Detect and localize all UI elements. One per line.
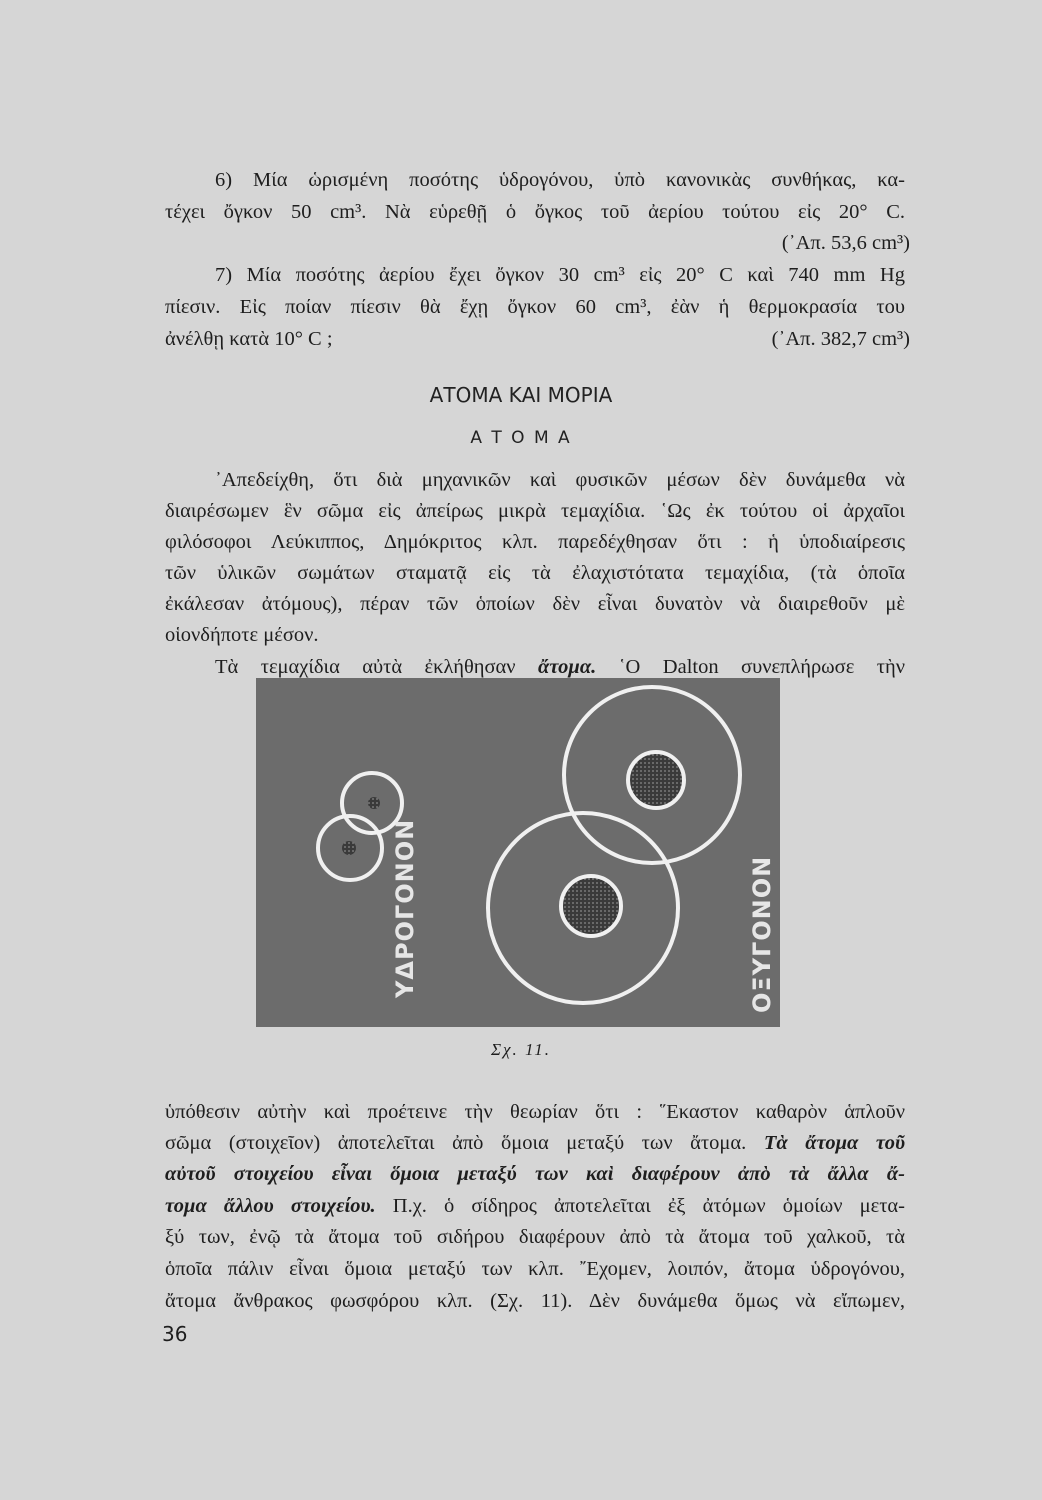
hydrogen-nucleus xyxy=(368,797,380,809)
atom-diagram xyxy=(256,678,780,1027)
oxygen-nucleus xyxy=(561,876,621,936)
text-line: ἀνέλθῃ κατὰ 10° C ; xyxy=(165,328,333,350)
subsection-heading: Α Τ Ο Μ Α xyxy=(470,428,572,448)
text-line: διαιρέσωμεν ἓν σῶμα εἰς ἀπείρως μικρὰ τεμαχίδια. ῾Ως ἐκ τούτου οἱ ἀρχαῖοι xyxy=(165,500,905,522)
answer: (᾿Απ. 53,6 cm³) xyxy=(781,232,910,254)
answer: (᾿Απ. 382,7 cm³) xyxy=(771,328,910,350)
oxygen-nucleus xyxy=(628,752,684,808)
page-number: 36 xyxy=(162,1322,188,1346)
text-line: πίεσιν. Εἰς ποίαν πίεσιν θὰ ἔχῃ ὄγκον 60 cm³, ἐὰν ἡ θερμοκρασία του xyxy=(165,296,905,318)
emphasis: Τὰ ἄτομα τοῦ xyxy=(763,1132,905,1154)
text: ῾Ο Dalton συνεπλήρωσε τὴν xyxy=(596,656,905,678)
text-line: φιλόσοφοι Λεύκιππος, Δημόκριτος κλπ. παρεδέχθησαν ὅτι : ἡ ὑποδιαίρεσις xyxy=(165,531,905,553)
text: Π.χ. ὁ σίδηρος ἀποτελεῖται ἐξ ἀτόμων ὁμοίων μετα- xyxy=(375,1195,906,1217)
figure-caption: Σχ. 11. xyxy=(490,1040,552,1059)
text-line: ἄτομα ἄνθρακος φωσφόρου κλπ. (Σχ. 11). Δὲν δυνάμεθα ὅμως νὰ εἴπωμεν, xyxy=(165,1290,905,1312)
text-line: οἱονδήποτε μέσον. xyxy=(165,624,319,646)
hydrogen-nucleus xyxy=(342,841,356,855)
text-line: ᾿Απεδείχθη, ὅτι διὰ μηχανικῶν καὶ φυσικῶν μέσων δὲν δυνάμεθα νὰ xyxy=(215,469,905,491)
label-oxygen: ΟΞΥΓΟΝΟΝ xyxy=(748,855,776,1013)
text-line: ἐκάλεσαν ἀτόμους), πέραν τῶν ὁποίων δὲν εἶναι δυνατὸν νὰ διαιρεθοῦν μὲ xyxy=(165,593,905,615)
text-line: αὐτοῦ στοιχείου εἶναι ὅμοια μεταξύ των καὶ διαφέρουν ἀπὸ τὰ ἄλλα ἄ- xyxy=(165,1163,905,1185)
text-line: ὑπόθεσιν αὐτὴν καὶ προέτεινε τὴν θεωρίαν ὅτι : ῞Εκαστον καθαρὸν ἁπλοῦν xyxy=(165,1101,905,1123)
text-line: ξύ των, ἐνῷ τὰ ἄτομα τοῦ σιδήρου διαφέρουν ἀπὸ τὰ ἄτομα τοῦ χαλκοῦ, τὰ xyxy=(165,1226,905,1248)
emphasis: τομα ἄλλου στοιχείου. xyxy=(165,1195,376,1217)
text-line: τέχει ὄγκον 50 cm³. Νὰ εὑρεθῇ ὁ ὄγκος τοῦ ἀερίου τούτου εἰς 20° C. xyxy=(165,201,905,223)
text-line: 7) Μία ποσότης ἀερίου ἔχει ὄγκον 30 cm³ εἰς 20° C καὶ 740 mm Hg xyxy=(215,264,905,286)
text-line xyxy=(165,1130,905,1156)
text-line: τῶν ὑλικῶν σωμάτων σταματᾷ εἰς τὰ ἐλαχιστότατα τεμαχίδια, (τὰ ὁποῖα xyxy=(165,562,905,584)
figure-atoms xyxy=(256,678,780,1027)
section-heading: ΑΤΟΜΑ ΚΑΙ ΜΟΡΙΑ xyxy=(429,383,613,407)
text: Τὰ τεμαχίδια αὐτὰ ἐκλήθησαν xyxy=(215,656,539,678)
text-line: 6) Μία ὡρισμένη ποσότης ὑδρογόνου, ὑπὸ κανονικὰς συνθήκας, κα- xyxy=(215,169,905,191)
emphasis: ἄτομα. xyxy=(538,656,597,678)
text: σῶμα (στοιχεῖον) ἀποτελεῖται ἀπὸ ὅμοια μεταξύ των ἄτομα. xyxy=(165,1132,764,1154)
text-line: ὁποῖα πάλιν εἶναι ὅμοια μεταξύ των κλπ. ῎Εχομεν, λοιπόν, ἄτομα ὑδρογόνου, xyxy=(165,1258,905,1280)
text-line xyxy=(165,654,905,680)
label-hydrogen: ΥΔΡΟΓΟΝΟΝ xyxy=(391,818,419,998)
text-line xyxy=(165,1193,905,1219)
